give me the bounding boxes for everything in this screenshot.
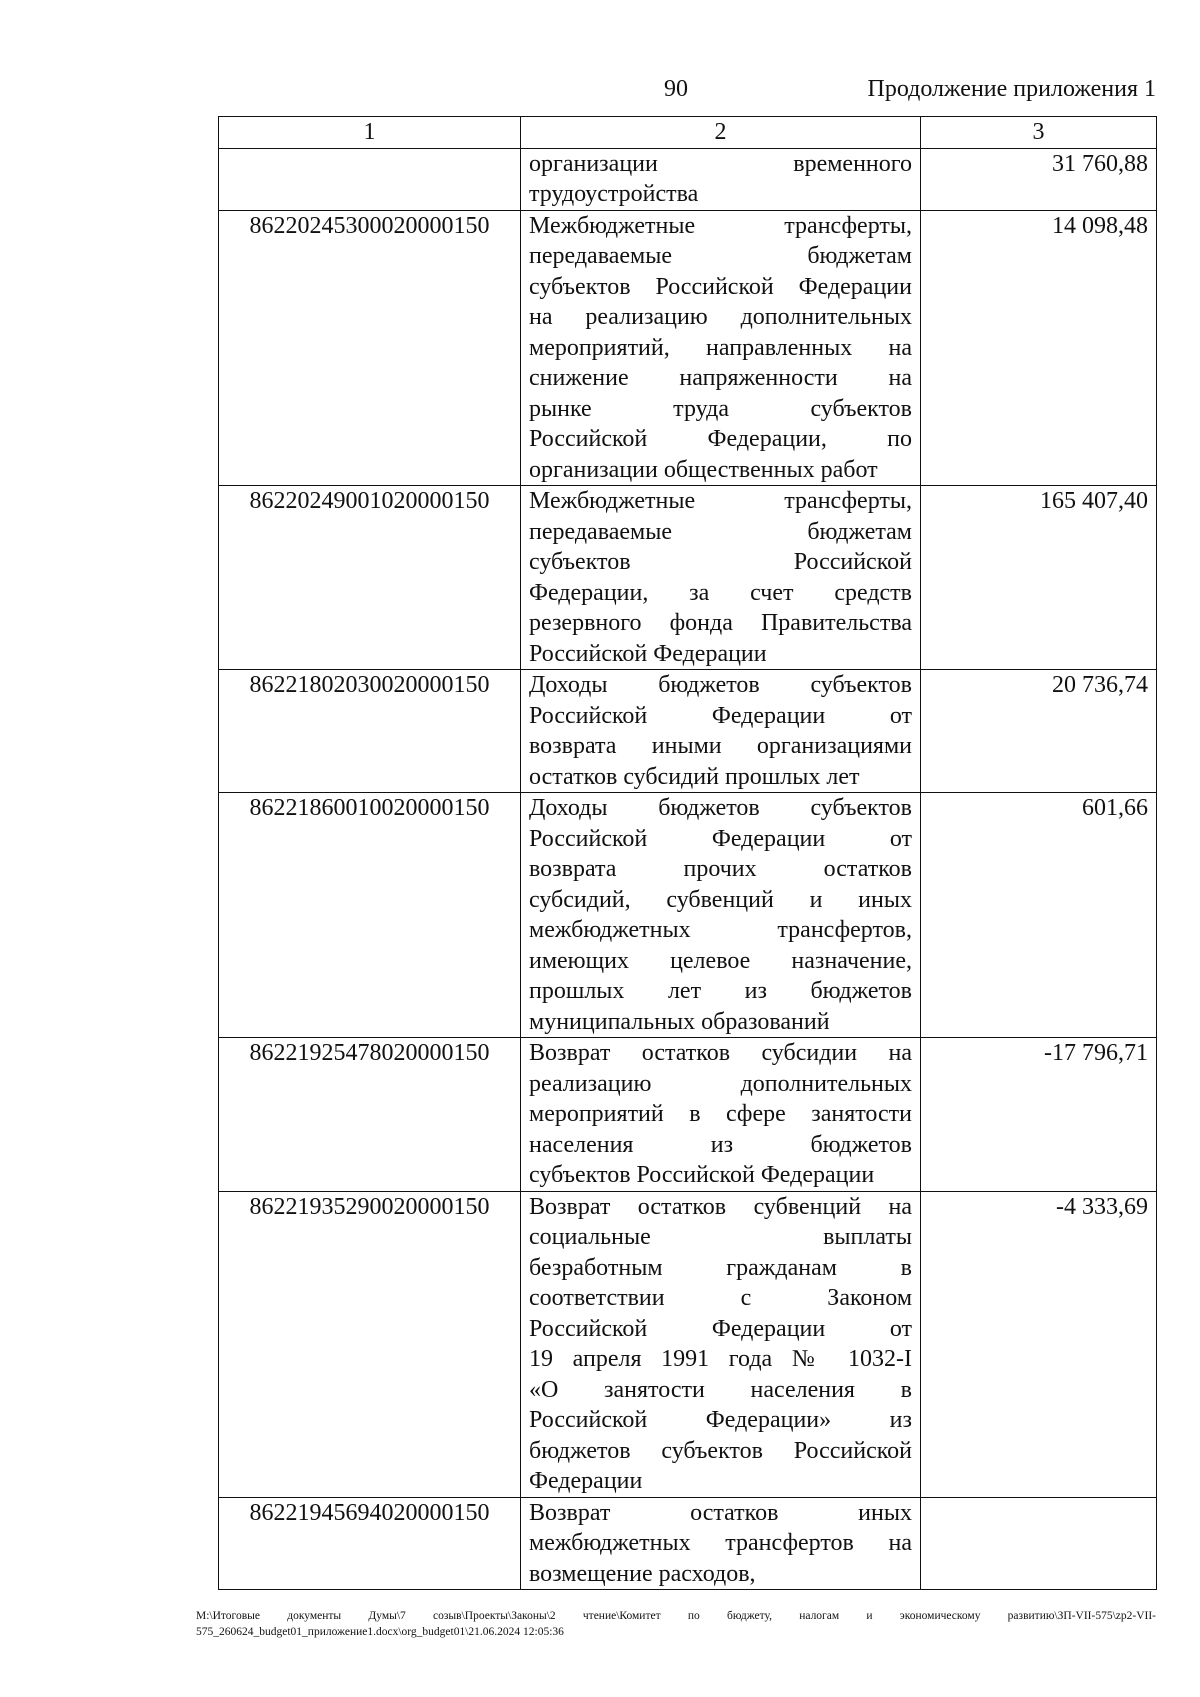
description-line: Доходы бюджетов субъектов bbox=[529, 672, 912, 698]
income-description bbox=[521, 210, 921, 486]
budget-code: 86221925478020000150 bbox=[219, 1038, 521, 1192]
description-line: «О занятости населения в bbox=[529, 1376, 912, 1403]
income-description bbox=[521, 148, 921, 210]
description-line: Федерации bbox=[529, 1468, 643, 1494]
table-header-row bbox=[219, 117, 1157, 149]
amount-value: 14 098,48 bbox=[921, 210, 1157, 486]
description-line: Российской Федерации от bbox=[529, 702, 912, 729]
income-description bbox=[521, 486, 921, 670]
description-line: Российской Федерации, по bbox=[529, 426, 912, 452]
description-line: имеющих целевое назначение, bbox=[529, 947, 912, 974]
income-description bbox=[521, 670, 921, 793]
page-number: 90 bbox=[664, 76, 688, 102]
description-line: межбюджетных трансфертов, bbox=[529, 917, 912, 943]
income-description bbox=[521, 1038, 921, 1192]
table-row bbox=[219, 793, 1157, 1038]
description-line: мероприятий в сфере занятости bbox=[529, 1101, 912, 1127]
description-line: Возврат остатков субсидии на bbox=[529, 1040, 912, 1066]
amount-value: 165 407,40 bbox=[921, 486, 1157, 670]
description-line: Возврат остатков иных bbox=[529, 1499, 912, 1526]
table-row bbox=[219, 210, 1157, 486]
budget-code: 86220245300020000150 bbox=[219, 210, 521, 486]
description-line: трудоустройства bbox=[529, 181, 699, 207]
table-row bbox=[219, 486, 1157, 670]
description-line: муниципальных образований bbox=[529, 1008, 830, 1035]
description-line: снижение напряженности на bbox=[529, 365, 912, 391]
description-line: передаваемые бюджетам bbox=[529, 243, 912, 269]
description-line: остатков субсидий прошлых лет bbox=[529, 763, 860, 790]
description-line: передаваемые бюджетам bbox=[529, 518, 912, 545]
description-line: социальные выплаты bbox=[529, 1224, 912, 1250]
description-line: бюджетов субъектов Российской bbox=[529, 1437, 912, 1464]
table-row bbox=[219, 148, 1157, 210]
description-line: субъектов Российской bbox=[529, 549, 912, 575]
description-line: рынке труда субъектов bbox=[529, 395, 912, 422]
budget-code: 86221945694020000150 bbox=[219, 1497, 521, 1590]
amount-value: 31 760,88 bbox=[921, 148, 1157, 210]
income-description bbox=[521, 793, 921, 1038]
description-line: реализацию дополнительных bbox=[529, 1070, 912, 1097]
description-line: возврата иными организациями bbox=[529, 733, 912, 759]
amount-value: -17 796,71 bbox=[921, 1038, 1157, 1192]
amount-value: 601,66 bbox=[921, 793, 1157, 1038]
description-line: Российской Федерации от bbox=[529, 1315, 912, 1342]
description-line: возмещение расходов, bbox=[529, 1560, 756, 1587]
description-line: субсидий, субвенций и иных bbox=[529, 886, 912, 913]
description-line: организации общественных работ bbox=[529, 456, 878, 483]
description-line: Межбюджетные трансферты, bbox=[529, 212, 912, 239]
table-row bbox=[219, 1191, 1157, 1497]
description-line: мероприятий, направленных на bbox=[529, 334, 912, 361]
description-line: соответствии с Законом bbox=[529, 1285, 912, 1311]
income-description bbox=[521, 1497, 921, 1590]
description-line: Межбюджетные трансферты, bbox=[529, 488, 912, 514]
table-row bbox=[219, 1038, 1157, 1192]
budget-table bbox=[218, 116, 1157, 1590]
description-line: резервного фонда Правительства bbox=[529, 610, 912, 636]
description-line: Российской Федерации bbox=[529, 640, 767, 667]
description-line: Федерации, за счет средств bbox=[529, 579, 912, 606]
budget-code: 86220249001020000150 bbox=[219, 486, 521, 670]
amount-value: -4 333,69 bbox=[921, 1191, 1157, 1497]
column-header-3: 3 bbox=[921, 117, 1157, 149]
budget-code: 86221860010020000150 bbox=[219, 793, 521, 1038]
description-line: субъектов Российской Федерации bbox=[529, 273, 912, 300]
column-header-2: 2 bbox=[521, 117, 921, 149]
description-line: Доходы бюджетов субъектов bbox=[529, 795, 912, 821]
budget-code: 86221935290020000150 bbox=[219, 1191, 521, 1497]
amount-value: 20 736,74 bbox=[921, 670, 1157, 793]
table-row bbox=[219, 670, 1157, 793]
description-line: межбюджетных трансфертов на bbox=[529, 1530, 912, 1556]
description-line: субъектов Российской Федерации bbox=[529, 1162, 875, 1188]
description-line: Российской Федерации от bbox=[529, 825, 912, 852]
description-line: на реализацию дополнительных bbox=[529, 304, 912, 330]
column-header-1: 1 bbox=[219, 117, 521, 149]
income-description bbox=[521, 1191, 921, 1497]
budget-code bbox=[219, 148, 521, 210]
footer-file-path: М:\Итоговые документы Думы\7 созыв\Проекты\Законы\2 чтение\Комитет по бюджету, налогам и экономическому развитию\ЗП-VII-575\zp2-VII-575_260624_budget01_приложение1.docx\org_budget01\21.06.2024 12:05:36 bbox=[196, 1610, 1156, 1638]
budget-code: 86221802030020000150 bbox=[219, 670, 521, 793]
description-line: возврата прочих остатков bbox=[529, 856, 912, 882]
description-line: прошлых лет из бюджетов bbox=[529, 978, 912, 1004]
amount-value bbox=[921, 1497, 1157, 1590]
description-line: организации временного bbox=[529, 150, 912, 177]
table-row bbox=[219, 1497, 1157, 1590]
description-line: Российской Федерации» из bbox=[529, 1407, 912, 1433]
description-line: 19 апреля 1991 года № 1032-I bbox=[529, 1346, 912, 1372]
description-line: безработным гражданам в bbox=[529, 1254, 912, 1281]
continuation-label: Продолжение приложения 1 bbox=[867, 76, 1156, 102]
description-line: Возврат остатков субвенций на bbox=[529, 1193, 912, 1220]
description-line: населения из бюджетов bbox=[529, 1131, 912, 1158]
